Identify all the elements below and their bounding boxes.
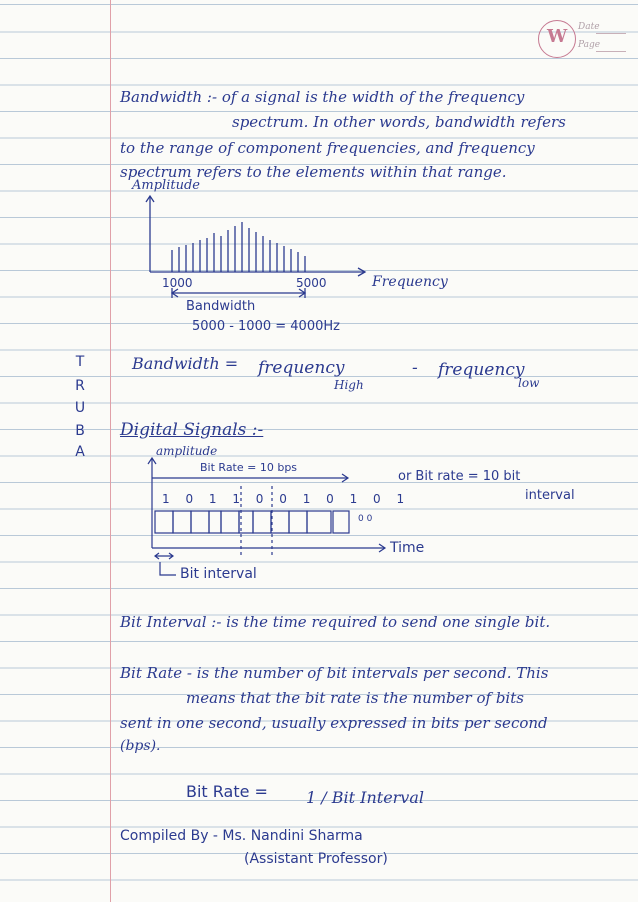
bit-interval-definition: Bit Interval :- is the time required to send one single bit.: [120, 613, 551, 631]
formula1-sub1: High: [334, 378, 364, 392]
digital-dots: 0 0: [358, 514, 373, 524]
bit-rate-label: Bit Rate = 10 bps: [200, 461, 298, 474]
credit-line-2: (Assistant Professor): [244, 851, 388, 867]
bandwidth-line-4: spectrum refers to the elements within that range.: [120, 163, 507, 181]
formula1-term2: frequency: [438, 360, 525, 380]
bit-rate-line-3: sent in one second, usually expressed in bits per second: [120, 714, 548, 732]
digital-note-line-1: or Bit rate = 10 bit: [398, 469, 521, 484]
bandwidth-calc: 5000 - 1000 = 4000Hz: [192, 319, 340, 334]
spectrum-x-label: Frequency: [372, 274, 448, 290]
formula1-lhs: Bandwidth =: [132, 354, 239, 373]
spectrum-tick-start: 1000: [162, 276, 193, 290]
bit-interval-pointer: [160, 562, 176, 575]
formula2-lhs: Bit Rate =: [186, 782, 268, 801]
bit-cells: [155, 511, 349, 533]
formula1-minus: -: [412, 358, 418, 378]
digital-bits: 1 0 1 1 0 0 1 0 1 0 1: [162, 492, 411, 506]
side-letter-1: T: [75, 354, 85, 370]
side-letter-2: R: [75, 378, 85, 394]
bandwidth-line-1: Bandwidth :- of a signal is the width of the frequency: [120, 88, 525, 106]
formula1-term1: frequency: [258, 358, 345, 378]
formula2-rhs: 1 / Bit Interval: [306, 788, 424, 807]
side-letter-3: U: [74, 400, 86, 416]
formula1-sub2: low: [518, 376, 540, 390]
bandwidth-line-3: to the range of component frequencies, and frequency: [120, 139, 535, 157]
digital-note-line-2: interval: [525, 488, 575, 503]
bit-interval-label: Bit interval: [180, 566, 257, 582]
bit-rate-line-2: means that the bit rate is the number of bits: [186, 689, 524, 707]
bandwidth-range-label: Bandwidth: [186, 299, 256, 314]
date-label: Date: [578, 22, 600, 32]
logo-letter: W: [547, 26, 568, 47]
credit-line-1: Compiled By - Ms. Nandini Sharma: [120, 828, 363, 844]
bit-rate-line-4: (bps).: [120, 738, 161, 754]
bit-rate-line-1: Bit Rate - is the number of bit intervals per second. This: [120, 664, 549, 682]
spectrum-tick-end: 5000: [296, 276, 327, 290]
spectrum-y-label: Amplitude: [132, 178, 200, 193]
digital-heading: Digital Signals :-: [120, 420, 264, 440]
digital-x-label: Time: [390, 540, 425, 556]
side-letter-4: B: [75, 423, 85, 439]
digital-y-label: amplitude: [156, 444, 218, 458]
side-letter-5: A: [75, 444, 85, 460]
bandwidth-line-2: spectrum. In other words, bandwidth refers: [232, 113, 566, 131]
page-label: Page: [578, 40, 601, 50]
